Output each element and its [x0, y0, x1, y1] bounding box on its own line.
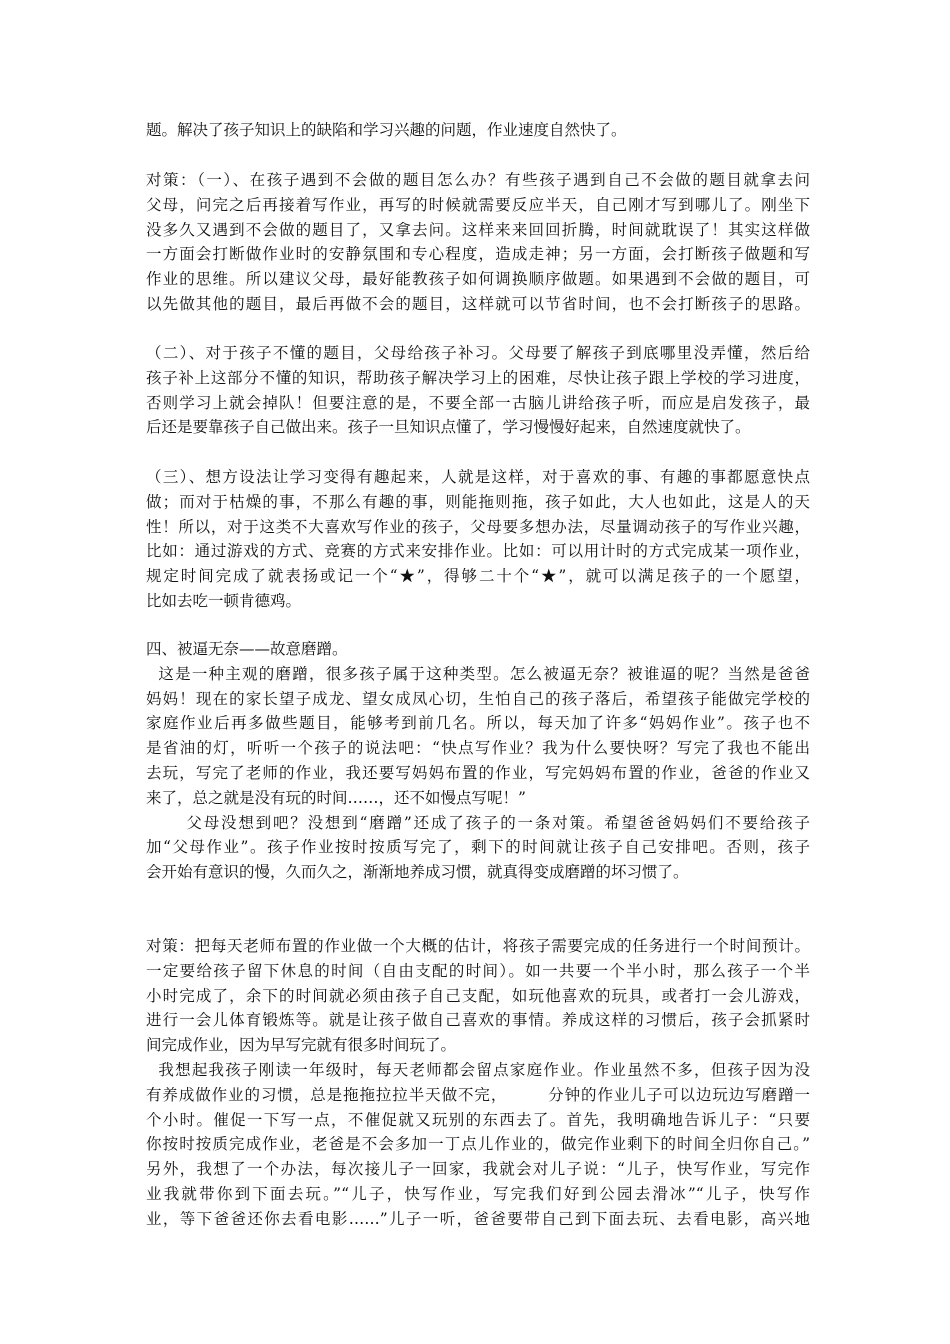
- text-line: 我想起我孩子刚读一年级时，每天老师都会留点家庭作业。作业虽然不多，但孩子因为没: [146, 1060, 810, 1079]
- text-line: 对策：（一）、在孩子遇到不会做的题目怎么办？有些孩子遇到自己不会做的题目就拿去问: [146, 171, 810, 189]
- text-line: 一定要给孩子留下休息的时间（自由支配的时间）。如一共要一个半小时，那么孩子一个半: [146, 961, 810, 980]
- text-line: 对策：把每天老师布置的作业做一个大概的估计，将孩子需要完成的任务进行一个时间预计。: [146, 937, 810, 955]
- text-line: 间完成作业，因为早写完就有很多时间玩了。: [146, 1036, 457, 1055]
- text-line: 小时完成了，余下的时间就必须由孩子自己支配，如玩他喜欢的玩具，或者打一会儿游戏，: [146, 986, 810, 1005]
- paragraph-section-four: [146, 637, 810, 885]
- paragraph-strategy-1: [146, 168, 810, 317]
- text-line: （三）、想方设法让学习变得有趣起来，人就是这样，对于喜欢的事、有趣的事都愿意快点: [146, 468, 810, 486]
- text-line: 加“父母作业”。孩子作业按时按质写完了，剩下的时间就让孩子自己安排吧。否则，孩子: [146, 838, 810, 857]
- paragraph-strategy-3: [146, 465, 810, 614]
- paragraph-summary: [146, 118, 810, 143]
- text-line: 家庭作业后再多做些题目，能够考到前几名。所以，每天加了许多“妈妈作业”。孩子也不: [146, 714, 810, 733]
- text-line: 比如去吃一顿肯德鸡。: [146, 591, 302, 610]
- text-line: 父母没想到吧？没想到“磨蹭”还成了孩子的一条对策。希望爸爸妈妈们不要给孩子: [146, 813, 810, 832]
- text-line: 父母，问完之后再接着写作业，再写的时候就需要反应半天，自己刚才写到哪儿了。刚坐下: [146, 195, 810, 214]
- text-line: 进行一会儿体育锻炼等。就是让孩子做自己喜欢的事情。养成这样的习惯后，孩子会抓紧时: [146, 1011, 810, 1030]
- text-line: 后还是要靠孩子自己做出来。孩子一旦知识点懂了，学习慢慢好起来，自然速度就快了。: [146, 418, 751, 437]
- text-line: 题。解决了孩子知识上的缺陷和学习兴趣的问题，作业速度自然快了。: [146, 121, 627, 139]
- text-line: 业我就带你到下面去玩。”“儿子，快写作业，写完我们好到公园去滑冰”“儿子，快写作: [146, 1184, 810, 1203]
- text-line: 个小时。催促一下写一点，不催促就又玩别的东西去了。首先，我明确地告诉儿子：“只要: [146, 1110, 810, 1129]
- text-line: 来了，总之就是没有玩的时间……，还不如慢点写呢！”: [146, 788, 526, 807]
- text-line: 孩子补上这部分不懂的知识，帮助孩子解决学习上的困难，尽快让孩子跟上学校的学习进度，: [146, 368, 810, 387]
- text-line: 作业的思维。所以建议父母，最好能教孩子如何调换顺序做题。如果遇到不会做的题目，可: [146, 270, 810, 289]
- text-line: 妈妈！现在的家长望子成龙、望女成凤心切，生怕自己的孩子落后，希望孩子能做完学校的: [146, 689, 810, 708]
- text-line: （二）、对于孩子不懂的题目，父母给孩子补习。父母要了解孩子到底哪里没弄懂，然后给: [146, 344, 810, 362]
- text-line: 以先做其他的题目，最后再做不会的题目，这样就可以节省时间，也不会打断孩子的思路。: [146, 294, 810, 313]
- section-heading: 四、被逼无奈——故意磨蹭。: [146, 640, 348, 658]
- paragraph-strategy-2: [146, 341, 810, 440]
- text-line: 是省油的灯，听听一个孩子的说法吧：“快点写作业？我为什么要快呀？写完了我也不能出: [146, 739, 810, 758]
- text-line: 你按时按质完成作业，老爸是不会多加一丁点儿作业的，做完作业剩下的时间全归你自己。”: [146, 1135, 810, 1154]
- text-line: 没多久又遇到不会做的题目了，又拿去问。这样来来回回折腾，时间就耽误了！其实这样做: [146, 220, 810, 239]
- text-line: 有养成做作业的习惯，总是拖拖拉拉半天做不完， 分钟的作业儿子可以边玩边写磨蹭一: [146, 1085, 810, 1104]
- text-line: 会开始有意识的慢，久而久之，渐渐地养成习惯，就真得变成磨蹭的坏习惯了。: [146, 863, 689, 882]
- text-line: 一方面会打断做作业时的安静氛围和专心程度，造成走神；另一方面，会打断孩子做题和写: [146, 245, 810, 264]
- text-line: 比如：通过游戏的方式、竞赛的方式来安排作业。比如：可以用计时的方式完成某一项作业，: [146, 542, 810, 561]
- text-line: 这是一种主观的磨蹭，很多孩子属于这种类型。怎么被逼无奈？被谁逼的呢？当然是爸爸: [146, 664, 810, 683]
- text-line: 否则学习上就会掉队！但要注意的是，不要全部一古脑儿讲给孩子听，而应是启发孩子，最: [146, 393, 810, 412]
- text-line: 去玩，写完了老师的作业，我还要写妈妈布置的作业，写完妈妈布置的作业，爸爸的作业又: [146, 763, 810, 782]
- text-line: 性！所以，对于这类不大喜欢写作业的孩子，父母要多想办法，尽量调动孩子的写作业兴趣，: [146, 517, 810, 536]
- text-line: 规定时间完成了就表扬或记一个“★”，得够二十个“★”，就可以满足孩子的一个愿望，: [146, 567, 810, 586]
- text-line: 做；而对于枯燥的事，不那么有趣的事，则能拖则拖，孩子如此，大人也如此，这是人的天: [146, 492, 810, 511]
- paragraph-strategy-4: [146, 934, 810, 1232]
- text-line: 业，等下爸爸还你去看电影……”儿子一听，爸爸要带自己到下面去玩、去看电影，高兴地: [146, 1209, 810, 1228]
- text-line: 另外，我想了一个办法，每次接儿子一回家，我就会对儿子说：“儿子，快写作业，写完作: [146, 1160, 810, 1179]
